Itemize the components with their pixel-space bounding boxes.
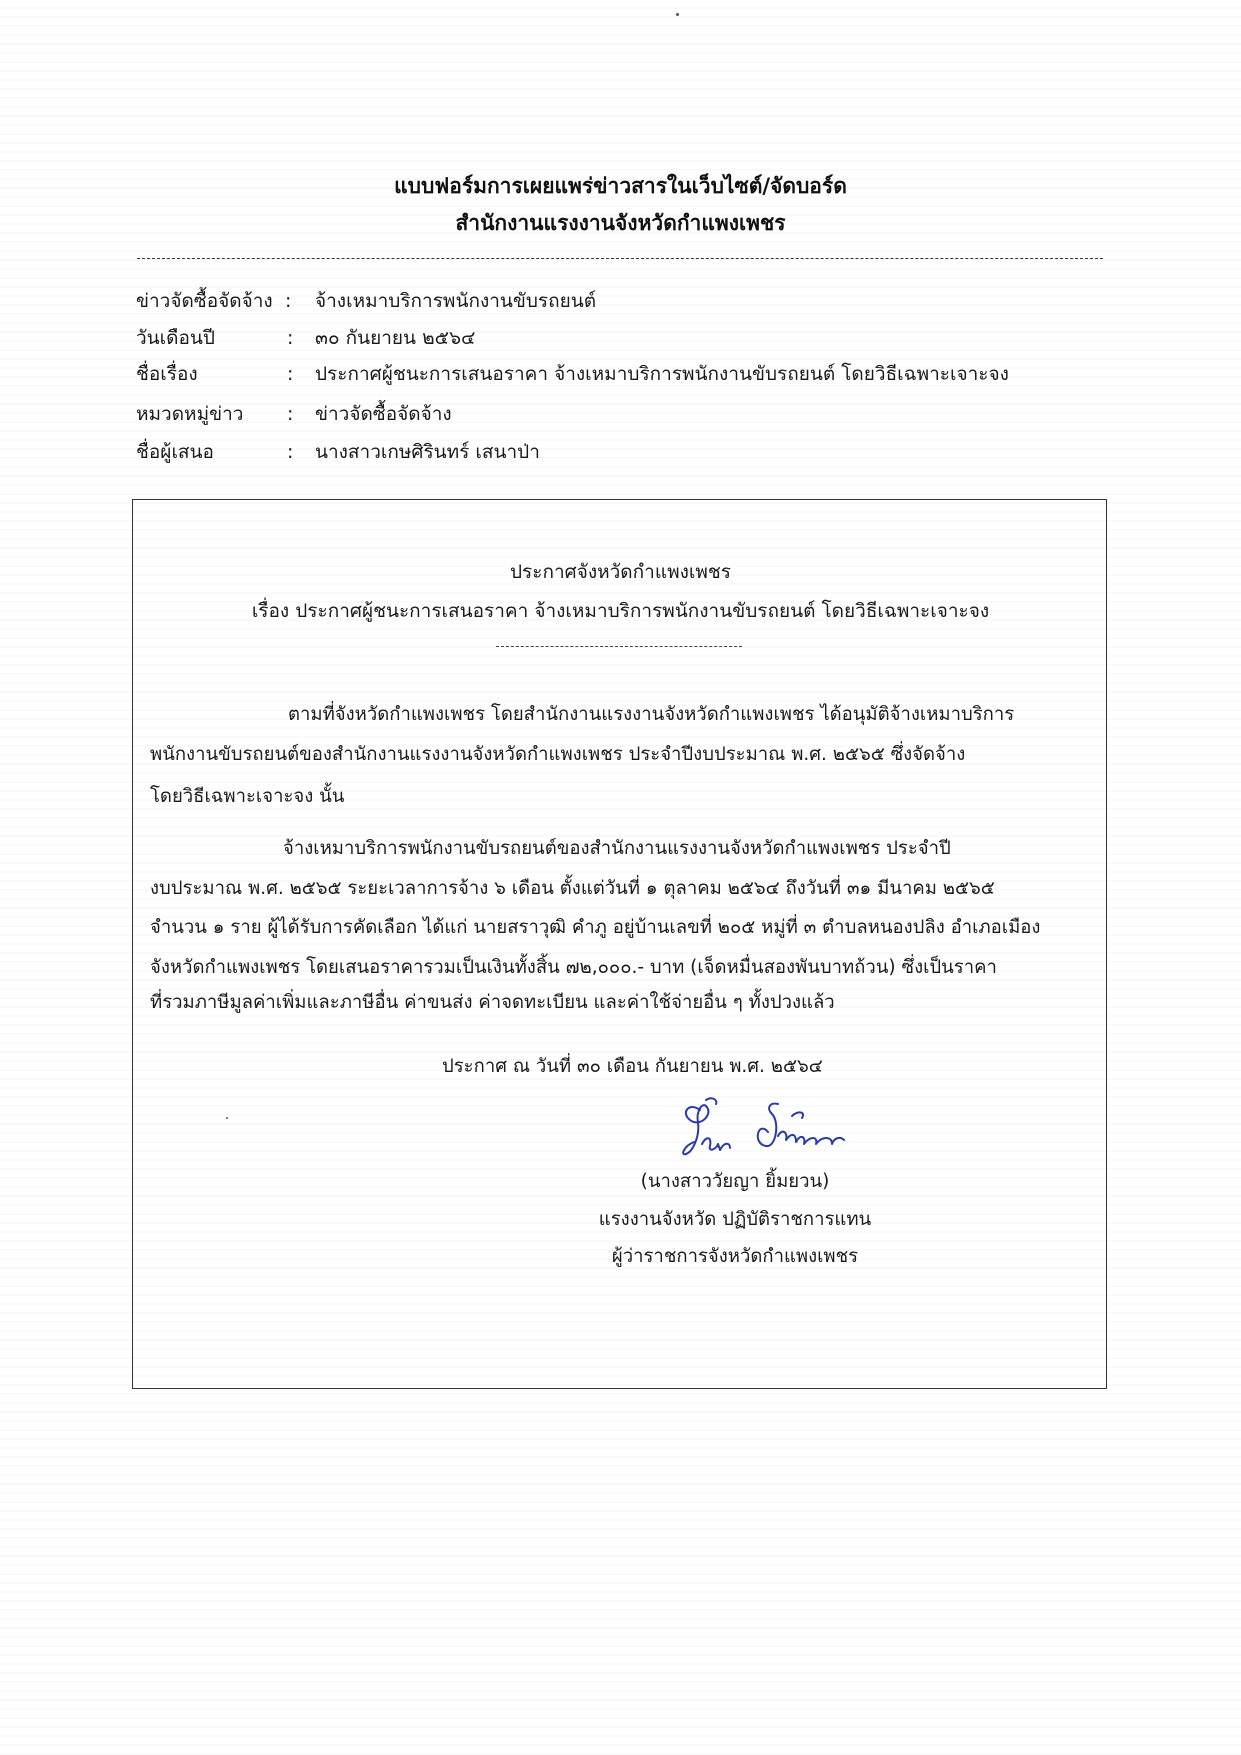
paragraph-line: จำนวน ๑ ราย ผู้ได้รับการคัดเลือก ได้แก่ นายสราวุฒิ คำภู อยู่บ้านเลขที่ ๒๐๕ หมู่ที่ ๓ ตำบลหนองปลิง อำเภอเมือง <box>150 917 1041 938</box>
signer-position: แรงงานจังหวัด ปฏิบัติราชการแทน <box>598 1209 872 1230</box>
meta-label: วันเดือนปี <box>136 327 215 349</box>
meta-label: หมวดหมู่ข่าว <box>136 403 244 425</box>
announcement-title: ประกาศจังหวัดกำแพงเพชร <box>510 561 731 583</box>
office-title: สำนักงานแรงงานจังหวัดกำแพงเพชร <box>455 211 786 235</box>
scan-speck <box>226 1117 228 1119</box>
meta-value: ประกาศผู้ชนะการเสนอราคา จ้างเหมาบริการพนักงานขับรถยนต์ โดยวิธีเฉพาะเจาะจง <box>315 363 1009 385</box>
paragraph-line: ตามที่จังหวัดกำแพงเพชร โดยสำนักงานแรงงานจังหวัดกำแพงเพชร ได้อนุมัติจ้างเหมาบริการ <box>288 704 1015 725</box>
paragraph-line: พนักงานขับรถยนต์ของสำนักงานแรงงานจังหวัดกำแพงเพชร ประจำปีงบประมาณ พ.ศ. ๒๕๖๕ ซึ่งจัดจ้าง <box>150 744 966 765</box>
header-divider <box>137 258 1103 259</box>
meta-value: ข่าวจัดซื้อจัดจ้าง <box>315 403 452 425</box>
paragraph-line: ที่รวมภาษีมูลค่าเพิ่มและภาษีอื่น ค่าขนส่ง ค่าจดทะเบียน และค่าใช้จ่ายอื่น ๆ ทั้งปวงแล้ว <box>150 992 835 1013</box>
signer-name: (นางสาววัยญา ยิ้มยวน) <box>640 1171 830 1192</box>
meta-colon: : <box>287 363 294 385</box>
meta-colon: : <box>287 441 294 463</box>
announcement-subject: เรื่อง ประกาศผู้ชนะการเสนอราคา จ้างเหมาบริการพนักงานขับรถยนต์ โดยวิธีเฉพาะเจาะจง <box>251 600 990 622</box>
meta-value: นางสาวเกษศิรินทร์ เสนาป่า <box>315 441 540 463</box>
meta-colon: : <box>287 327 294 349</box>
signature-image <box>672 1092 862 1164</box>
meta-colon: : <box>287 403 294 425</box>
meta-value: จ้างเหมาบริการพนักงานขับรถยนต์ <box>315 290 597 312</box>
meta-label: ชื่อผู้เสนอ <box>136 441 214 463</box>
signer-authority: ผู้ว่าราชการจังหวัดกำแพงเพชร <box>611 1246 859 1267</box>
announcement-divider <box>496 646 742 647</box>
scan-speck <box>676 13 679 16</box>
paragraph-line: งบประมาณ พ.ศ. ๒๕๖๕ ระยะเวลาการจ้าง ๖ เดือน ตั้งแต่วันที่ ๑ ตุลาคม ๒๕๖๔ ถึงวันที่ ๓๑ มีนาคม ๒๕๖๕ <box>150 878 995 899</box>
paragraph-line: จังหวัดกำแพงเพชร โดยเสนอราคารวมเป็นเงินทั้งสิ้น ๗๒,๐๐๐.- บาท (เจ็ดหมื่นสองพันบาทถ้วน) ซึ่งเป็นราคา <box>150 957 997 978</box>
meta-value: ๓๐ กันยายน ๒๕๖๔ <box>315 327 476 349</box>
meta-label: ชื่อเรื่อง <box>136 363 198 385</box>
meta-colon: : <box>285 290 292 312</box>
announcement-date: ประกาศ ณ วันที่ ๓๐ เดือน กันยายน พ.ศ. ๒๕๖๔ <box>442 1056 823 1077</box>
paragraph-line: โดยวิธีเฉพาะเจาะจง นั้น <box>150 786 345 807</box>
paragraph-line: จ้างเหมาบริการพนักงานขับรถยนต์ของสำนักงานแรงงานจังหวัดกำแพงเพชร ประจำปี <box>283 838 951 859</box>
form-title: แบบฟอร์มการเผยแพร่ข่าวสารในเว็บไซต์/จัดบอร์ด <box>394 174 847 198</box>
meta-label: ข่าวจัดซื้อจัดจ้าง <box>136 290 273 312</box>
